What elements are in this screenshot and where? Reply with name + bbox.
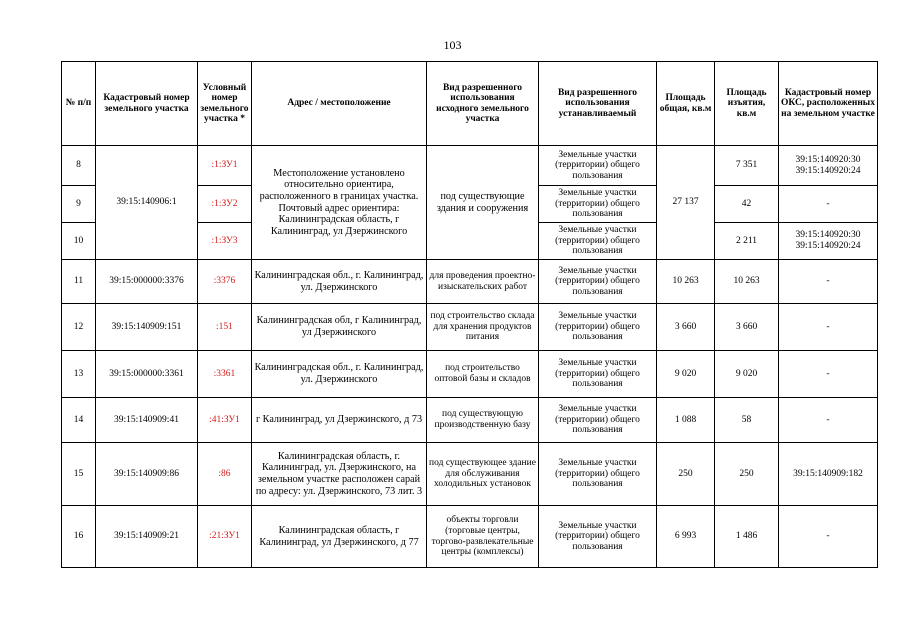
area-taken: 42 [715, 186, 779, 223]
use-initial: под существующую производственную базу [427, 398, 539, 443]
use-set: Земельные участки (территории) общего пользования [539, 351, 657, 398]
area-total: 10 263 [657, 260, 715, 304]
area-total: 9 020 [657, 351, 715, 398]
use-initial: для проведения проектно-изыскательских работ [427, 260, 539, 304]
header-row [62, 62, 878, 146]
cadastral-number: 39:15:000000:3376 [96, 260, 198, 304]
row-num: 14 [62, 398, 96, 443]
header-area-taken: Площадь изъятия, кв.м [715, 62, 779, 146]
conditional-number: :1:ЗУ2 [198, 186, 252, 223]
conditional-number: :86 [198, 443, 252, 506]
area-taken: 3 660 [715, 304, 779, 351]
use-set: Земельные участки (территории) общего пользования [539, 146, 657, 186]
row-num: 11 [62, 260, 96, 304]
oks-numbers: - [779, 351, 878, 398]
row-num: 8 [62, 146, 96, 186]
table-row [62, 260, 878, 304]
use-initial: под существующие здания и сооружения [427, 146, 539, 260]
oks-numbers: 39:15:140909:182 [779, 443, 878, 506]
conditional-number: :3376 [198, 260, 252, 304]
header-address: Адрес / местоположение [252, 62, 427, 146]
oks-numbers: 39:15:140920:30 39:15:140920:24 [779, 146, 878, 186]
land-plots-table [61, 61, 878, 568]
area-taken: 9 020 [715, 351, 779, 398]
area-taken: 250 [715, 443, 779, 506]
table-row [62, 506, 878, 568]
address: Калининградская обл., г. Калининград, ул. Дзержинского [252, 351, 427, 398]
area-taken: 58 [715, 398, 779, 443]
address: Калининградская обл., г. Калининград, ул. Дзержинского [252, 260, 427, 304]
row-num: 15 [62, 443, 96, 506]
use-initial: под существующее здание для обслуживания холодильных установок [427, 443, 539, 506]
cadastral-number: 39:15:140909:41 [96, 398, 198, 443]
area-taken: 2 211 [715, 223, 779, 260]
conditional-number: :1:ЗУ1 [198, 146, 252, 186]
area-total: 3 660 [657, 304, 715, 351]
area-total: 250 [657, 443, 715, 506]
header-num: № п/п [62, 62, 96, 146]
header-area-total: Площадь общая, кв.м [657, 62, 715, 146]
address: Местоположение установлено относительно ориентира, расположенного в границах участка. Почтовый адрес ориентира: Калининградская область, г Калининград, ул Дзержинского [252, 146, 427, 260]
page-number: 103 [443, 38, 462, 52]
table-row [62, 351, 878, 398]
row-num: 9 [62, 186, 96, 223]
header-conditional-number: Условный номер земельного участка * [198, 62, 252, 146]
header-use-initial: Вид разрешенного использования исходного земельного участка [427, 62, 539, 146]
table-row [62, 304, 878, 351]
table-row [62, 146, 878, 186]
address: Калининградская область, г Калининград, ул Дзержинского, д 77 [252, 506, 427, 568]
row-num: 13 [62, 351, 96, 398]
header-use-set: Вид разрешенного использования устанавливаемый [539, 62, 657, 146]
conditional-number: :1:ЗУ3 [198, 223, 252, 260]
conditional-number: :41:ЗУ1 [198, 398, 252, 443]
oks-numbers: - [779, 260, 878, 304]
area-total: 1 088 [657, 398, 715, 443]
use-set: Земельные участки (территории) общего пользования [539, 506, 657, 568]
row-num: 10 [62, 223, 96, 260]
address: Калининградская область, г. Калининград, ул. Дзержинского, на земельном участке расположен сарай по адресу: ул. Дзержинского, 73 лит. 3 [252, 443, 427, 506]
oks-numbers: - [779, 186, 878, 223]
row-num: 12 [62, 304, 96, 351]
area-taken: 7 351 [715, 146, 779, 186]
address: г Калининград, ул Дзержинского, д 73 [252, 398, 427, 443]
use-set: Земельные участки (территории) общего пользования [539, 260, 657, 304]
cadastral-number: 39:15:140909:86 [96, 443, 198, 506]
oks-numbers: 39:15:140920:30 39:15:140920:24 [779, 223, 878, 260]
use-set: Земельные участки (территории) общего пользования [539, 223, 657, 260]
oks-numbers: - [779, 506, 878, 568]
cadastral-number: 39:15:000000:3361 [96, 351, 198, 398]
area-taken: 10 263 [715, 260, 779, 304]
header-oks: Кадастровый номер ОКС, расположенных на земельном участке [779, 62, 878, 146]
area-total: 6 993 [657, 506, 715, 568]
cadastral-number: 39:15:140909:21 [96, 506, 198, 568]
table-row [62, 398, 878, 443]
oks-numbers: - [779, 398, 878, 443]
row-num: 16 [62, 506, 96, 568]
area-taken: 1 486 [715, 506, 779, 568]
use-initial: объекты торговли (торговые центры, торгово-развлекательные центры (комплексы) [427, 506, 539, 568]
use-set: Земельные участки (территории) общего пользования [539, 186, 657, 223]
use-initial: под строительство оптовой базы и складов [427, 351, 539, 398]
use-initial: под строительство склада для хранения продуктов питания [427, 304, 539, 351]
cadastral-number: 39:15:140906:1 [96, 146, 198, 260]
conditional-number: :3361 [198, 351, 252, 398]
conditional-number: :151 [198, 304, 252, 351]
use-set: Земельные участки (территории) общего пользования [539, 443, 657, 506]
area-total: 27 137 [657, 146, 715, 260]
address: Калининградская обл, г Калининград, ул Дзержинского [252, 304, 427, 351]
oks-numbers: - [779, 304, 878, 351]
use-set: Земельные участки (территории) общего пользования [539, 304, 657, 351]
use-set: Земельные участки (территории) общего пользования [539, 398, 657, 443]
header-cadastral: Кадастровый номер земельного участка [96, 62, 198, 146]
cadastral-number: 39:15:140909:151 [96, 304, 198, 351]
table-row [62, 443, 878, 506]
conditional-number: :21:ЗУ1 [198, 506, 252, 568]
